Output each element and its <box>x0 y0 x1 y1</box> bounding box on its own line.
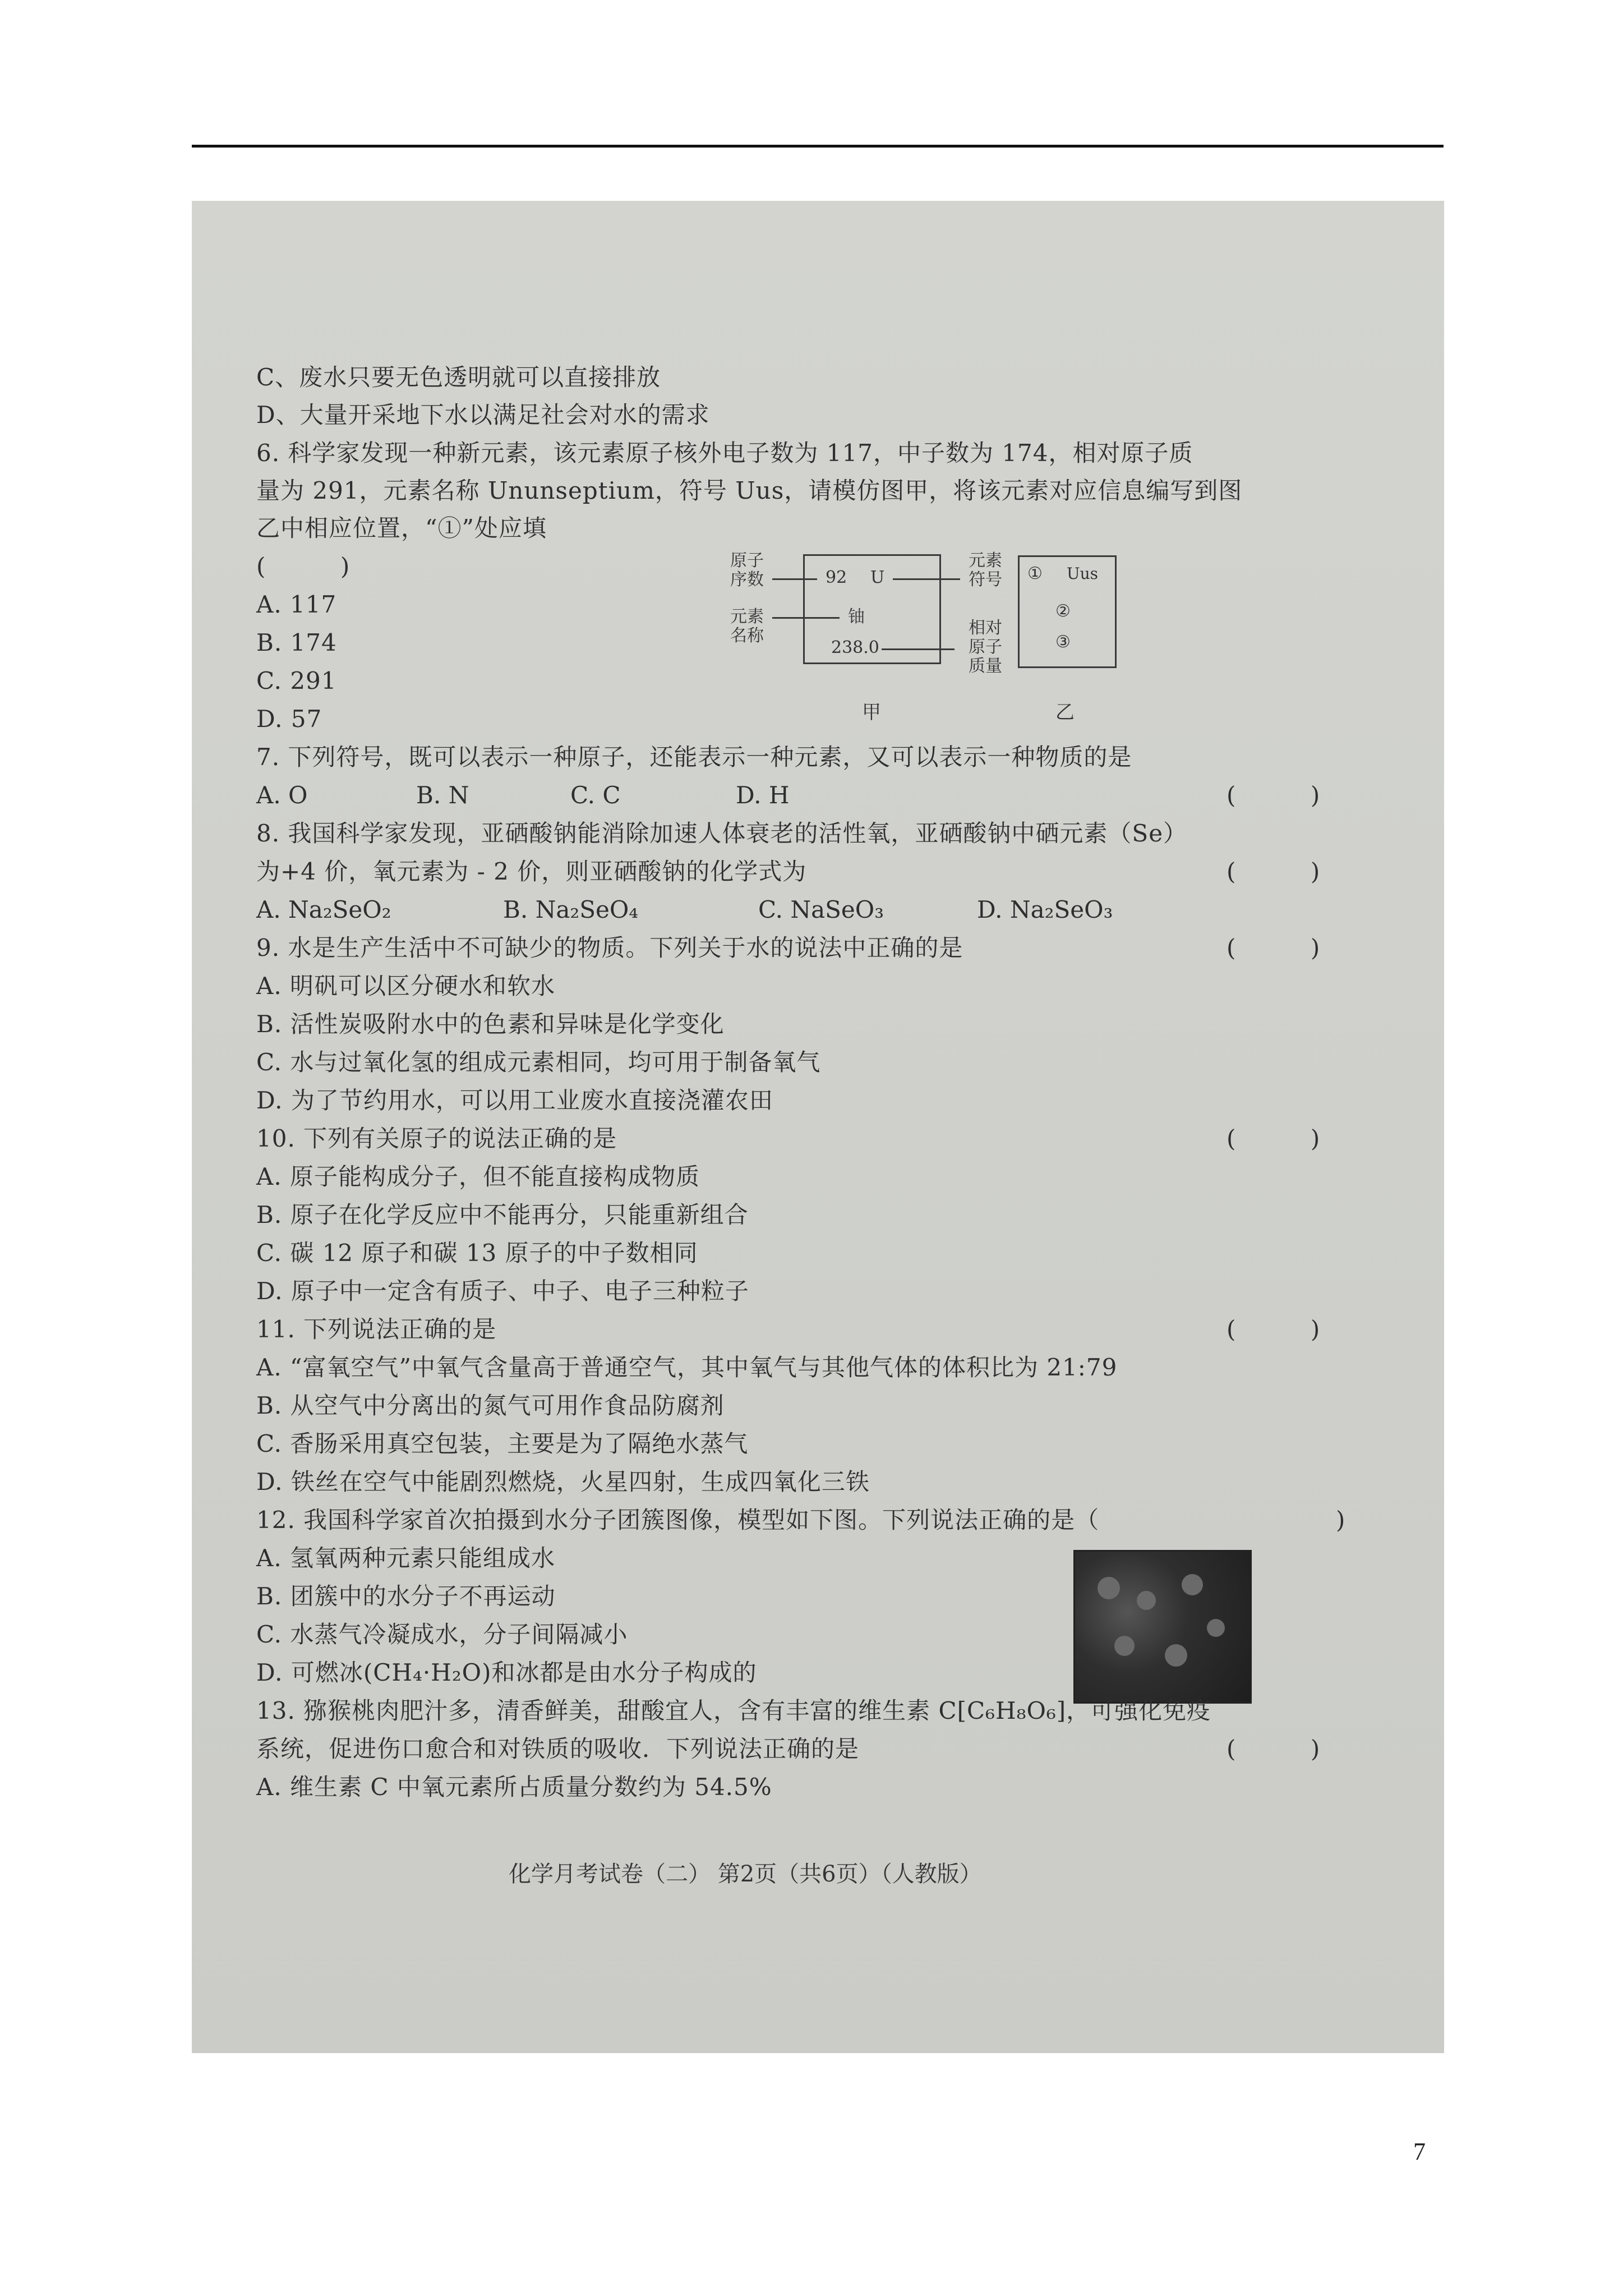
q9-option-d: D. 为了节约用水，可以用工业废水直接浇灌农田 <box>256 1087 773 1114</box>
label-atomic-number: 原子 序数 <box>730 551 764 590</box>
slot-3: ③ <box>1055 632 1071 652</box>
q6-stem-2: 量为 291，元素名称 Ununseptium，符号 Uus，请模仿图甲，将该元素对应信息编写到图 <box>256 477 1243 504</box>
q5-option-c: C、废水只要无色透明就可以直接排放 <box>256 364 661 391</box>
element-symbol: Uus <box>1067 564 1098 583</box>
q12-answer-paren-close: ) <box>1336 1506 1345 1534</box>
q5-option-d: D、大量开采地下水以满足社会对水的需求 <box>256 401 710 429</box>
q6-answer-paren: ( ) <box>256 553 350 580</box>
caption-yi: 乙 <box>1055 701 1075 724</box>
q12-option-a: A. 氢氧两种元素只能组成水 <box>256 1544 556 1572</box>
q8-stem-1: 8. 我国科学家发现，亚硒酸钠能消除加速人体衰老的活性氧，亚硒酸钠中硒元素（Se） <box>256 820 1188 847</box>
label-element-symbol: 元素 符号 <box>969 551 1002 590</box>
q10-option-d: D. 原子中一定含有质子、中子、电子三种粒子 <box>256 1277 749 1305</box>
q7-option-b: B. N <box>416 781 469 809</box>
pointer-line <box>772 578 817 580</box>
q9-option-b: B. 活性炭吸附水中的色素和异味是化学变化 <box>256 1010 725 1038</box>
q7-option-c: C. C <box>570 781 621 809</box>
q9-option-a: A. 明矾可以区分硬水和软水 <box>256 972 556 1000</box>
q11-option-d: D. 铁丝在空气中能剧烈燃烧，火星四射，生成四氧化三铁 <box>256 1468 870 1496</box>
top-rule <box>192 145 1444 148</box>
q13-stem-2: 系统，促进伤口愈合和对铁质的吸收．下列说法正确的是 <box>256 1735 860 1763</box>
q10-option-b: B. 原子在化学反应中不能再分，只能重新组合 <box>256 1201 749 1228</box>
q7-answer-paren: ( ) <box>1227 781 1320 809</box>
q8-option-d: D. Na₂SeO₃ <box>977 896 1113 923</box>
q8-option-a: A. Na₂SeO₂ <box>256 896 391 923</box>
q12-option-c: C. 水蒸气冷凝成水，分子间隔减小 <box>256 1621 628 1648</box>
q10-option-c: C. 碳 12 原子和碳 13 原子的中子数相同 <box>256 1239 698 1267</box>
q11-option-c: C. 香肠采用真空包装，主要是为了隔绝水蒸气 <box>256 1430 749 1457</box>
water-cluster-image <box>1073 1550 1252 1704</box>
exam-footer: 化学月考试卷（二） 第2页（共6页）（人教版） <box>509 1861 982 1887</box>
q13-answer-paren: ( ) <box>1227 1735 1320 1763</box>
q9-option-c: C. 水与过氧化氢的组成元素相同，均可用于制备氧气 <box>256 1048 821 1076</box>
label-element-name: 元素 名称 <box>730 607 764 646</box>
q11-answer-paren: ( ) <box>1227 1315 1320 1343</box>
q7-stem: 7. 下列符号，既可以表示一种原子，还能表示一种元素，又可以表示一种物质的是 <box>256 743 1132 771</box>
page-number: 7 <box>1413 2138 1426 2165</box>
q6-option-b: B. 174 <box>256 629 337 656</box>
exam-page-photo <box>192 201 1444 2053</box>
q8-option-b: B. Na₂SeO₄ <box>503 896 639 923</box>
element-name: 铀 <box>848 607 865 627</box>
atomic-mass: 238.0 <box>831 638 879 657</box>
q11-option-b: B. 从空气中分离出的氮气可用作食品防腐剂 <box>256 1392 725 1419</box>
q13-option-a: A. 维生素 C 中氧元素所占质量分数约为 54.5% <box>256 1773 772 1801</box>
q8-stem-2: 为+4 价，氧元素为 - 2 价，则亚硒酸钠的化学式为 <box>256 858 807 885</box>
q6-option-a: A. 117 <box>256 591 337 618</box>
q6-stem-1: 6. 科学家发现一种新元素，该元素原子核外电子数为 117，中子数为 174，相对原子质 <box>256 439 1193 467</box>
q12-option-b: B. 团簇中的水分子不再运动 <box>256 1582 556 1610</box>
q12-option-d: D. 可燃冰(CH₄·H₂O)和冰都是由水分子构成的 <box>256 1659 757 1686</box>
q6-stem-3: 乙中相应位置，“①”处应填 <box>256 514 547 542</box>
q10-option-a: A. 原子能构成分子，但不能直接构成物质 <box>256 1163 700 1190</box>
q6-option-c: C. 291 <box>256 667 337 694</box>
q7-option-a: A. O <box>256 781 308 809</box>
pointer-line <box>772 617 840 619</box>
q9-answer-paren: ( ) <box>1227 934 1320 961</box>
q8-option-c: C. NaSeO₃ <box>758 896 884 923</box>
q11-option-a: A. “富氧空气”中氧气含量高于普通空气，其中氧气与其他气体的体积比为 21:79 <box>256 1354 1118 1381</box>
caption-jia: 甲 <box>862 701 881 724</box>
q6-option-d: D. 57 <box>256 705 322 733</box>
q9-stem: 9. 水是生产生活中不可缺少的物质。下列关于水的说法中正确的是 <box>256 934 963 961</box>
q10-stem: 10. 下列有关原子的说法正确的是 <box>256 1125 617 1152</box>
q13-stem-1: 13. 猕猴桃肉肥汁多，清香鲜美，甜酸宜人，含有丰富的维生素 C[C₆H₈O₆]，可强化免疫 <box>256 1697 1211 1724</box>
pointer-line <box>893 578 960 580</box>
slot-1: ① <box>1027 564 1043 583</box>
label-relative-atomic-mass: 相对 原子 质量 <box>969 618 1002 676</box>
q10-answer-paren: ( ) <box>1227 1125 1320 1152</box>
atomic-number: 92 <box>826 568 847 587</box>
slot-2: ② <box>1055 601 1071 621</box>
q11-stem: 11. 下列说法正确的是 <box>256 1315 497 1343</box>
pointer-line <box>882 648 955 650</box>
q8-answer-paren: ( ) <box>1227 858 1320 885</box>
q7-option-d: D. H <box>736 781 790 809</box>
q12-stem: 12. 我国科学家首次拍摄到水分子团簇图像，模型如下图。下列说法正确的是（ <box>256 1506 1100 1534</box>
element-symbol: U <box>870 568 885 587</box>
